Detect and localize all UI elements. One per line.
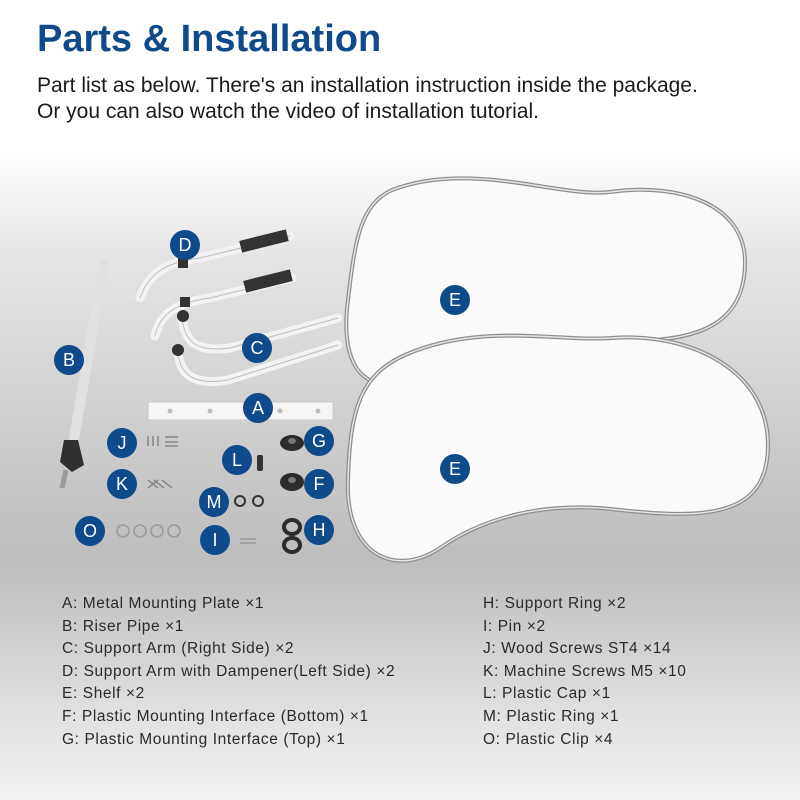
list-item: H: Support Ring ×2 bbox=[483, 595, 627, 612]
label-badge-f: F bbox=[304, 469, 334, 499]
list-item: G: Plastic Mounting Interface (Top) ×1 bbox=[62, 730, 346, 748]
label-badge-k: K bbox=[107, 469, 137, 499]
label-badge-m: M bbox=[199, 487, 229, 517]
label-badge-h: H bbox=[304, 515, 334, 545]
shelf-bottom-illustration bbox=[348, 336, 768, 561]
pin-illustration bbox=[240, 539, 256, 543]
list-item: A: Metal Mounting Plate ×1 bbox=[62, 595, 265, 612]
list-item: B: Riser Pipe ×1 bbox=[62, 617, 185, 635]
parts-list-left bbox=[62, 593, 395, 751]
label-badge-l: L bbox=[222, 445, 252, 475]
machine-screws-illustration bbox=[148, 480, 172, 488]
mounting-interface-bottom-illustration bbox=[280, 473, 304, 491]
list-item: M: Plastic Ring ×1 bbox=[483, 707, 620, 725]
list-item: K: Machine Screws M5 ×10 bbox=[483, 662, 687, 680]
subtitle-line-1: Part list as below. There's an installation instruction inside the package. bbox=[37, 74, 698, 97]
mounting-interface-top-illustration bbox=[280, 435, 304, 451]
label-badge-g: G bbox=[304, 426, 334, 456]
wood-screws-illustration bbox=[148, 436, 178, 446]
label-badge-d: D bbox=[170, 230, 200, 260]
list-item: I: Pin ×2 bbox=[483, 617, 546, 635]
support-arm-d-illustration bbox=[140, 229, 293, 336]
label-badge-j: J bbox=[107, 428, 137, 458]
plastic-cap-illustration bbox=[257, 455, 263, 471]
list-item: L: Plastic Cap ×1 bbox=[483, 685, 611, 703]
list-item: C: Support Arm (Right Side) ×2 bbox=[62, 640, 295, 658]
support-rings-illustration bbox=[284, 520, 300, 552]
list-item: O: Plastic Clip ×4 bbox=[483, 730, 614, 748]
label-badge-c: C bbox=[242, 333, 272, 363]
label-badge-e-bottom: E bbox=[440, 454, 470, 484]
parts-illustration bbox=[0, 150, 800, 590]
list-item: D: Support Arm with Dampener(Left Side) ×2 bbox=[62, 662, 396, 680]
plastic-ring-illustration bbox=[235, 496, 263, 506]
label-badge-o: O bbox=[75, 516, 105, 546]
parts-list-right bbox=[483, 593, 687, 751]
subtitle-line-2: Or you can also watch the video of installation tutorial. bbox=[37, 100, 539, 123]
label-badge-b: B bbox=[54, 345, 84, 375]
label-badge-i: I bbox=[200, 525, 230, 555]
riser-pipe-illustration bbox=[60, 265, 104, 488]
list-item: F: Plastic Mounting Interface (Bottom) ×1 bbox=[62, 707, 369, 725]
page-title: Parts & Installation bbox=[37, 18, 382, 60]
label-badge-e-top: E bbox=[440, 285, 470, 315]
list-item: J: Wood Screws ST4 ×14 bbox=[483, 640, 672, 658]
mounting-plate-illustration bbox=[148, 402, 333, 420]
list-item: E: Shelf ×2 bbox=[62, 685, 145, 703]
plastic-clips-illustration bbox=[117, 525, 180, 537]
label-badge-a: A bbox=[243, 393, 273, 423]
